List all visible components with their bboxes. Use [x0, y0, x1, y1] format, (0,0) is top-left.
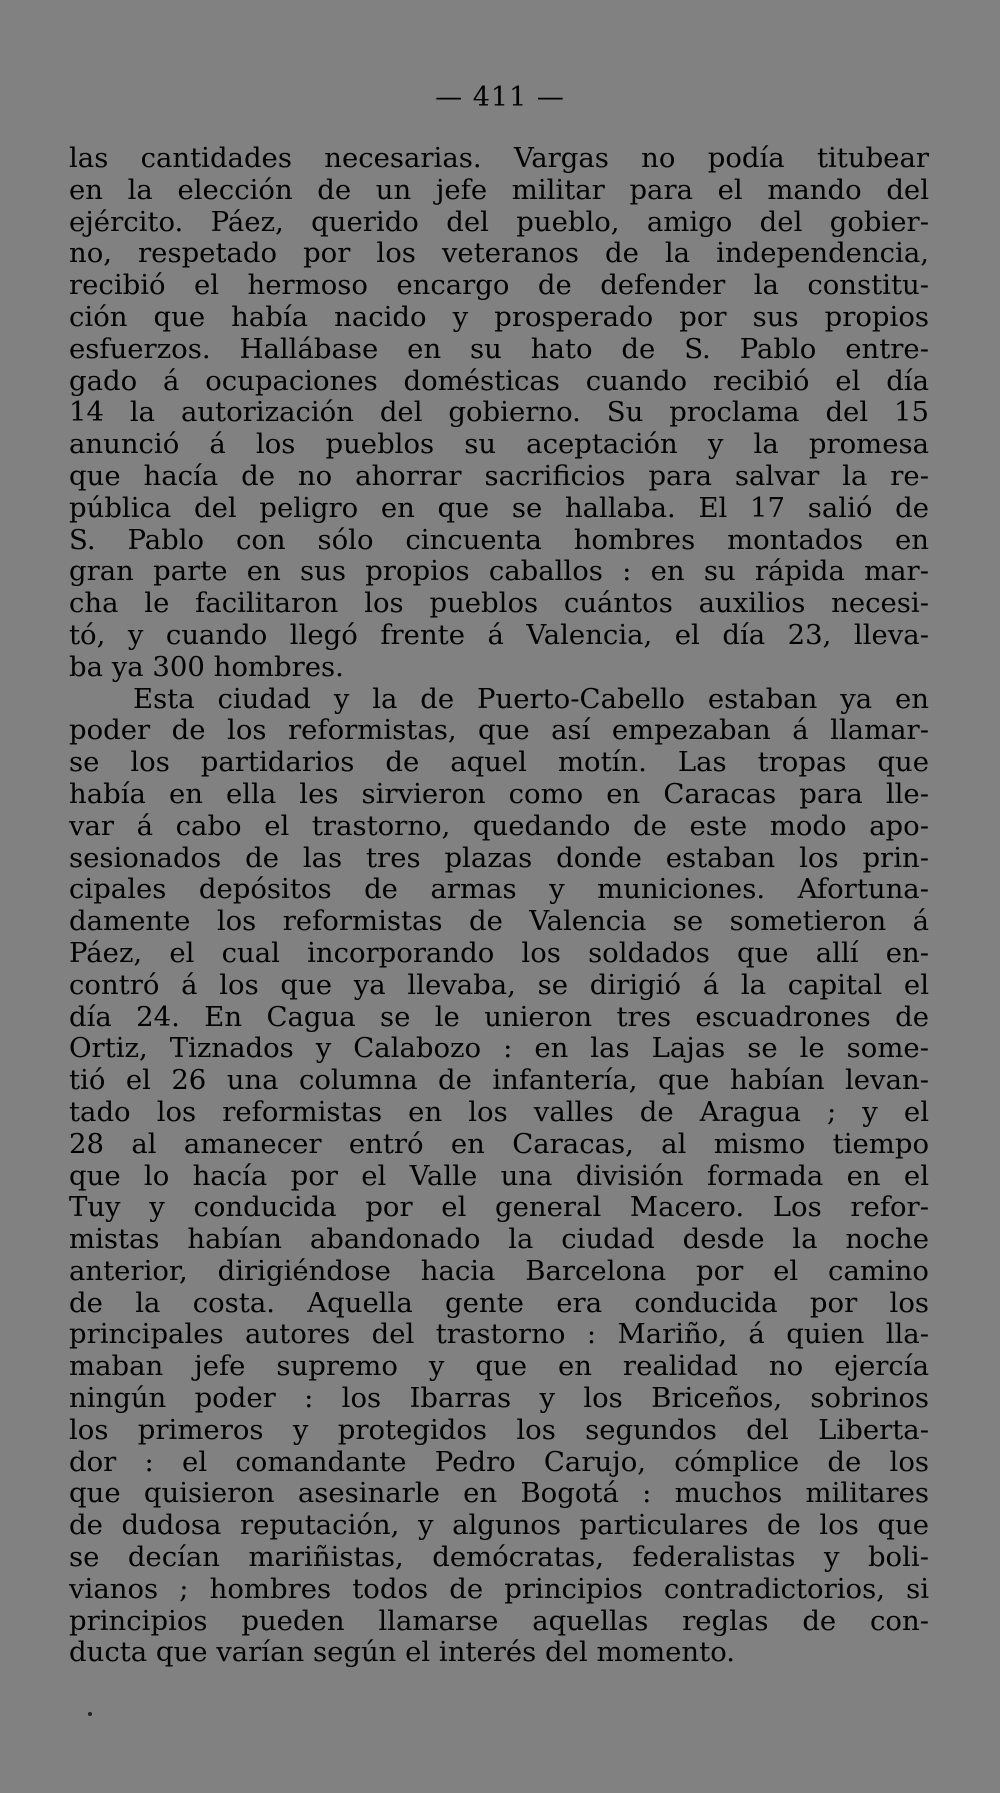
text-line: los primeros y protegidos los segundos del Liberta-	[69, 1413, 929, 1446]
paragraph	[69, 684, 929, 1670]
text-line: ba ya 300 hombres.	[69, 650, 344, 683]
text-line: Ortiz, Tiznados y Calabozo : en las Lajas se le some-	[69, 1032, 929, 1065]
text-line: anterior, dirigiéndose hacia Barcelona por el camino	[69, 1254, 929, 1287]
text-line: ejército. Páez, querido del pueblo, amigo del gobier-	[69, 205, 929, 238]
speck-mark	[88, 1712, 92, 1716]
text-line: pública del peligro en que se hallaba. El 17 salió de	[69, 491, 929, 524]
text-line: cipales depósitos de armas y municiones. Afortuna-	[69, 873, 929, 906]
text-line: esfuerzos. Hallábase en su hato de S. Pablo entre-	[69, 332, 929, 365]
page-number: — 411 —	[435, 82, 565, 113]
text-line: recibió el hermoso encargo de defender la constitu-	[69, 269, 929, 302]
text-line: de la costa. Aquella gente era conducida por los	[69, 1286, 929, 1319]
text-line: ción que había nacido y prosperado por sus propios	[69, 300, 929, 333]
text-line: sesionados de las tres plazas donde estaban los prin-	[69, 841, 929, 874]
text-line: día 24. En Cagua se le unieron tres escuadrones de	[69, 1000, 929, 1033]
paragraph	[69, 143, 929, 684]
text-line: Esta ciudad y la de Puerto-Cabello estaban ya en	[133, 682, 929, 715]
body-text	[69, 143, 929, 1669]
text-line: cha le facilitaron los pueblos cuántos auxilios necesi-	[69, 587, 929, 620]
text-line: se decían mariñistas, demócratas, federalistas y boli-	[69, 1541, 929, 1574]
text-line: maban jefe supremo y que en realidad no ejercía	[69, 1350, 929, 1383]
text-line: las cantidades necesarias. Vargas no podía titubear	[69, 142, 929, 174]
text-line: tió el 26 una columna de infantería, que habían levan-	[69, 1064, 929, 1097]
text-line: 28 al amanecer entró en Caracas, al mismo tiempo	[69, 1127, 929, 1160]
text-line: S. Pablo con sólo cincuenta hombres montados en	[69, 523, 929, 556]
text-line: en la elección de un jefe militar para el mando del	[69, 173, 929, 206]
text-line: damente los reformistas de Valencia se sometieron á	[69, 905, 929, 938]
text-line: tó, y cuando llegó frente á Valencia, el día 23, lleva-	[69, 618, 929, 651]
text-line: gran parte en sus propios caballos : en su rápida mar-	[69, 555, 929, 588]
text-line: vianos ; hombres todos de principios contradictorios, si	[69, 1572, 929, 1605]
text-line: se los partidarios de aquel motín. Las tropas que	[69, 746, 929, 779]
text-line: 14 la autorización del gobierno. Su proclama del 15	[69, 396, 929, 429]
text-line: dor : el comandante Pedro Carujo, cómplice de los	[69, 1445, 929, 1478]
text-line: principales autores del trastorno : Mariño, á quien lla-	[69, 1318, 929, 1351]
text-line: var á cabo el trastorno, quedando de este modo apo-	[69, 809, 929, 842]
text-line: ningún poder : los Ibarras y los Briceños, sobrinos	[69, 1382, 929, 1415]
text-line: que lo hacía por el Valle una división formada en el	[69, 1159, 929, 1192]
text-line: principios pueden llamarse aquellas reglas de con-	[69, 1604, 929, 1637]
text-line: tado los reformistas en los valles de Aragua ; y el	[69, 1095, 929, 1128]
text-line: gado á ocupaciones domésticas cuando recibió el día	[69, 364, 929, 397]
text-line: poder de los reformistas, que así empezaban á llamar-	[69, 714, 929, 747]
text-line: que hacía de no ahorrar sacrificios para salvar la re-	[69, 459, 929, 492]
text-line: Páez, el cual incorporando los soldados que allí en-	[69, 936, 929, 969]
text-line: no, respetado por los veteranos de la independencia,	[69, 237, 929, 270]
text-line: mistas habían abandonado la ciudad desde la noche	[69, 1223, 929, 1256]
text-line: que quisieron asesinarle en Bogotá : muchos militares	[69, 1477, 929, 1510]
text-line: había en ella les sirvieron como en Caracas para lle-	[69, 777, 929, 810]
text-line: de dudosa reputación, y algunos particulares de los que	[69, 1509, 929, 1542]
text-line: ducta que varían según el interés del momento.	[69, 1636, 736, 1669]
text-line: contró á los que ya llevaba, se dirigió á la capital el	[69, 968, 929, 1001]
text-line: anunció á los pueblos su aceptación y la promesa	[69, 428, 929, 461]
text-line: Tuy y conducida por el general Macero. Los refor-	[69, 1191, 929, 1224]
